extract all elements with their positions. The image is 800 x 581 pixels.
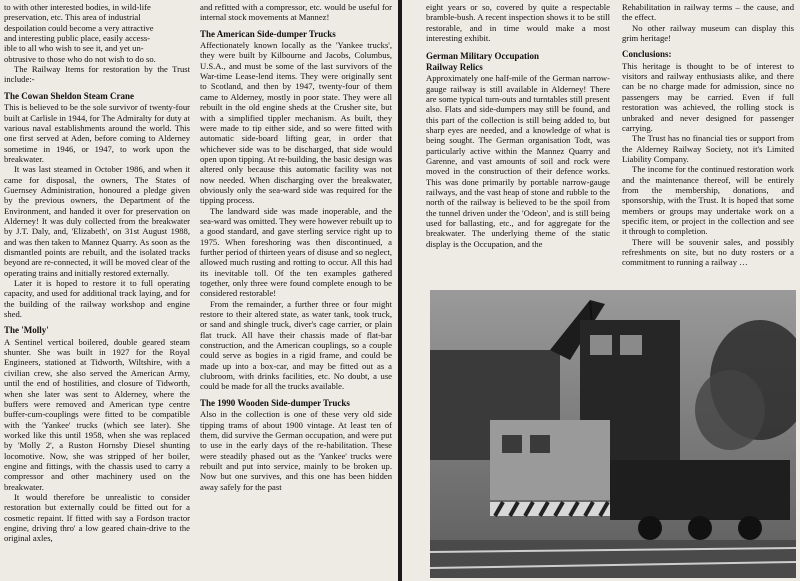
col2-continuation: and refitted with a compressor, etc. would be useful for internal stock movements at Mannez! (200, 2, 392, 23)
wheel-2 (688, 516, 712, 540)
conclusions-paragraph-3: The income for the continued restoration work and the maintenance thereof, will be entirely from the membership, donations, and sponsorship, with the Trust. It is hoped that some members or groups may undertake work on a specific item, or project in the collection and see it through to completion. (622, 164, 794, 237)
american-paragraph-1: Affectionately known locally as the 'Yankee trucks', they were built by Kilbourne and Jacobs, Columbus, U.S.A., and must be some of the last survivors of the War-time Lease-lend items. They were originally sent to Scotland, and then by 1947, twenty-four of them came to Alderney, mostly in poor state. They were all rebuilt in the old engine sheds at the Crusher site, but with a simplified tippler mechanism. As built, they were made to tip either side, and so were fitted with automatic side-board lifting gear, in order that whichever side was to be discharged, that side would open upon tipping. At re-building, the basic design was altered only because this automatic facility was not now needed. When discharging over the breakwater, obviously only the sea-ward side was required for the tipping process. (200, 40, 392, 206)
steam-crane-photo (430, 290, 796, 578)
conclusions-paragraph-2: The Trust has no financial ties or support from the Alderney Railway Society, not it's Limited Liability Company. (622, 133, 794, 164)
american-trucks-heading: The American Side-dumper Trucks (200, 28, 336, 39)
shunter-body (490, 420, 610, 500)
crane-paragraph-1: This is believed to be the sole survivor of twenty-four built at Carlisle in 1944, for The Admiralty for duty at various naval establishments around the world. This one first served at Aden, before coming to Alderney sometime in 1946, or 1947, to work upon the breakwater. (4, 102, 190, 164)
wooden-trucks-heading: The 1990 Wooden Side-dumper Trucks (200, 397, 350, 408)
conclusions-heading: Conclusions: (622, 49, 672, 60)
german-heading-line-1: German Military Occupation (426, 51, 539, 62)
molly-paragraph-1: A Sentinel vertical boilered, double geared steam shunter. She was built in 1927 for the Royal Engineers, stationed at Tidworth, Wiltshire, with a civilian crew, she also served the American Army, until the end of hostilities, and closure of Tidworth, when she later was sent to Alderney, where the buffers were removed and American type centre buffer-cum-couplings were fitted to be compatible with the 'Yankee' trucks (which see later). She worked like this until 1958, when she was replaced by 'Molly 2', a Ruston Hornsby Diesel shunting locomotive. Now, she was stripped of her boiler, engine and fittings, with the chassis used to carry a compressor and other machinery used on the breakwater. (4, 336, 190, 492)
ground-track (430, 540, 796, 578)
conclusions-paragraph-4: There will be souvenir sales, and possibly refreshments on site, but no duty rosters or a commitment to running a railway … (622, 236, 794, 268)
col3-continuation: eight years or so, covered by quite a respectable bramble-bush. A recent inspection shows it to be still restorable, and in time would make a most interesting exhibit. (426, 2, 610, 44)
left-column-2 (200, 2, 392, 492)
molly-paragraph-2: It would therefore be unrealistic to consider restoration but externally could be fitted out for a cosmetic repaint. If fitted with say a Fordson tractor engine, driving thro' a low geared chain-drive to the original axles, (4, 491, 190, 544)
shunter-window-2 (530, 435, 550, 453)
american-paragraph-2: The landward side was made inoperable, and the sea-ward was omitted. They were however rebuilt up to a good standard, and gave sterling service right up to 1975. When foreshoring was then discontinued, a further period of thirteen years of disuse and so neglect, allowed much rusting and rotting to occur. All this had its inevitable toll. Of the ten examples gathered together, only three were found complete enough to be considered restorable! (200, 205, 392, 299)
crane-heading: The Cowan Sheldon Steam Crane (4, 90, 135, 101)
smoke-cloud-2 (695, 370, 765, 450)
intro-line-4: and interesting public place, easily access- (4, 33, 151, 44)
crane-chassis (610, 460, 790, 520)
col4-continuation-2: No other railway museum can display this grim heritage! (622, 22, 794, 44)
crane-paragraph-3: Later it is hoped to restore it to full operating capacity, and used for additional track laying, and for the building of the railway workshop and engine shed. (4, 278, 190, 320)
left-column-1 (4, 2, 190, 544)
intro-line-1: to with other interested bodies, in wild-life (4, 2, 151, 12)
wooden-paragraph-1: Also in the collection is one of these very old side tipping trams of about 1900 vintage. At least ten of them, did survive the German occupation, and were put to use in the early days of the re-habilitation. These were steadily phased out as the 'Yankee' trucks were rebuilt and put into service, mainly to be broken up. Now but one survives, and this one has been hidden away safely for the past (200, 409, 392, 492)
intro-line-6: obtrusive to those who do not wish to do so. (4, 53, 156, 64)
col4-continuation: Rehabilitation in railway terms – the cause, and the effect. (622, 2, 794, 23)
intro-line-5: ible to all who wish to see it, and yet un- (4, 43, 144, 54)
crane-illustration (430, 290, 796, 578)
german-paragraph-1: Approximately one half-mile of the German narrow-gauge railway is still available in Alderney! There are some typical turn-outs and turntables still present also. Flats and side-dumpers may still be found, and this part of the collection is still being added to, but sharp eyes are needed, and a knowledge of what is being sought. The German organisation Todt, was particularly active within the Mannez Quarry and Garenne, and vast amounts of soil and rock were moved in the construction of their defence works. This was done primarily by portable narrow-gauge railways, and the vast heap of stone and rubble to the north of the railway is believed to be the spoil from the tunnel driven under the 'Odeon', and is still being used for ballasting, etc., and for aggregate for the breakwater. The underlying theme of the static display is the Occupation, and the (426, 73, 610, 249)
intro-paragraph-2: The Railway Items for restoration by the Trust include:- (4, 64, 190, 85)
shunter-window (502, 435, 522, 453)
wheel (638, 516, 662, 540)
intro-line-2: preservation, etc. This area of industrial (4, 12, 141, 23)
crane-cab-window (590, 335, 612, 355)
crane-paragraph-2: It was last steamed in October 1986, and when it came for disposal, the owners, The States of Guernsey Administration, honoured a pledge given by the previous owners, the Department of the Environment, and handed it over for preservation on Alderney! It was duly collected from the breakwater by J.T. Daly, and, 'Elizabeth', on 31st August 1988, and was then taken to Mannez Quarry. As soon as the dismantled points are rebuilt, and the isolated tracks beyond are re-connected, it will be moved clear of the operating trains and initially restored externally. (4, 164, 190, 278)
german-heading-line-2: Railway Relics (426, 61, 483, 72)
molly-heading: The 'Molly' (4, 325, 49, 336)
american-paragraph-3: From the remainder, a further three or four might restore to their altered state, as water tank, took truck, or sand and shingle truck, diver's cage carrier, or plain flat truck. All have their chassis made of flat-bar construction, and the American couplings, so a couple could serve as bogies in a rigid frame, and could be made up into a box-car, and may be fitted out as a clubroom, with drinks facilities, etc. No doubt, a use could be made for all the trucks available. (200, 298, 392, 392)
crane-cab-window-2 (620, 335, 642, 355)
conclusions-paragraph-1: This heritage is thought to be of interest to visitors and railway enthusiasts alike, and there can be no charge made for admission, since no passengers may be carried. Even if full restoration was achieved, the rolling stock is unbraked and never designed for passenger carrying. (622, 60, 794, 133)
right-column-2 (622, 2, 794, 268)
wheel-3 (738, 516, 762, 540)
left-page (0, 0, 398, 581)
intro-line-3: despoilation could become a very attractive (4, 22, 154, 33)
right-column-1 (426, 2, 610, 249)
